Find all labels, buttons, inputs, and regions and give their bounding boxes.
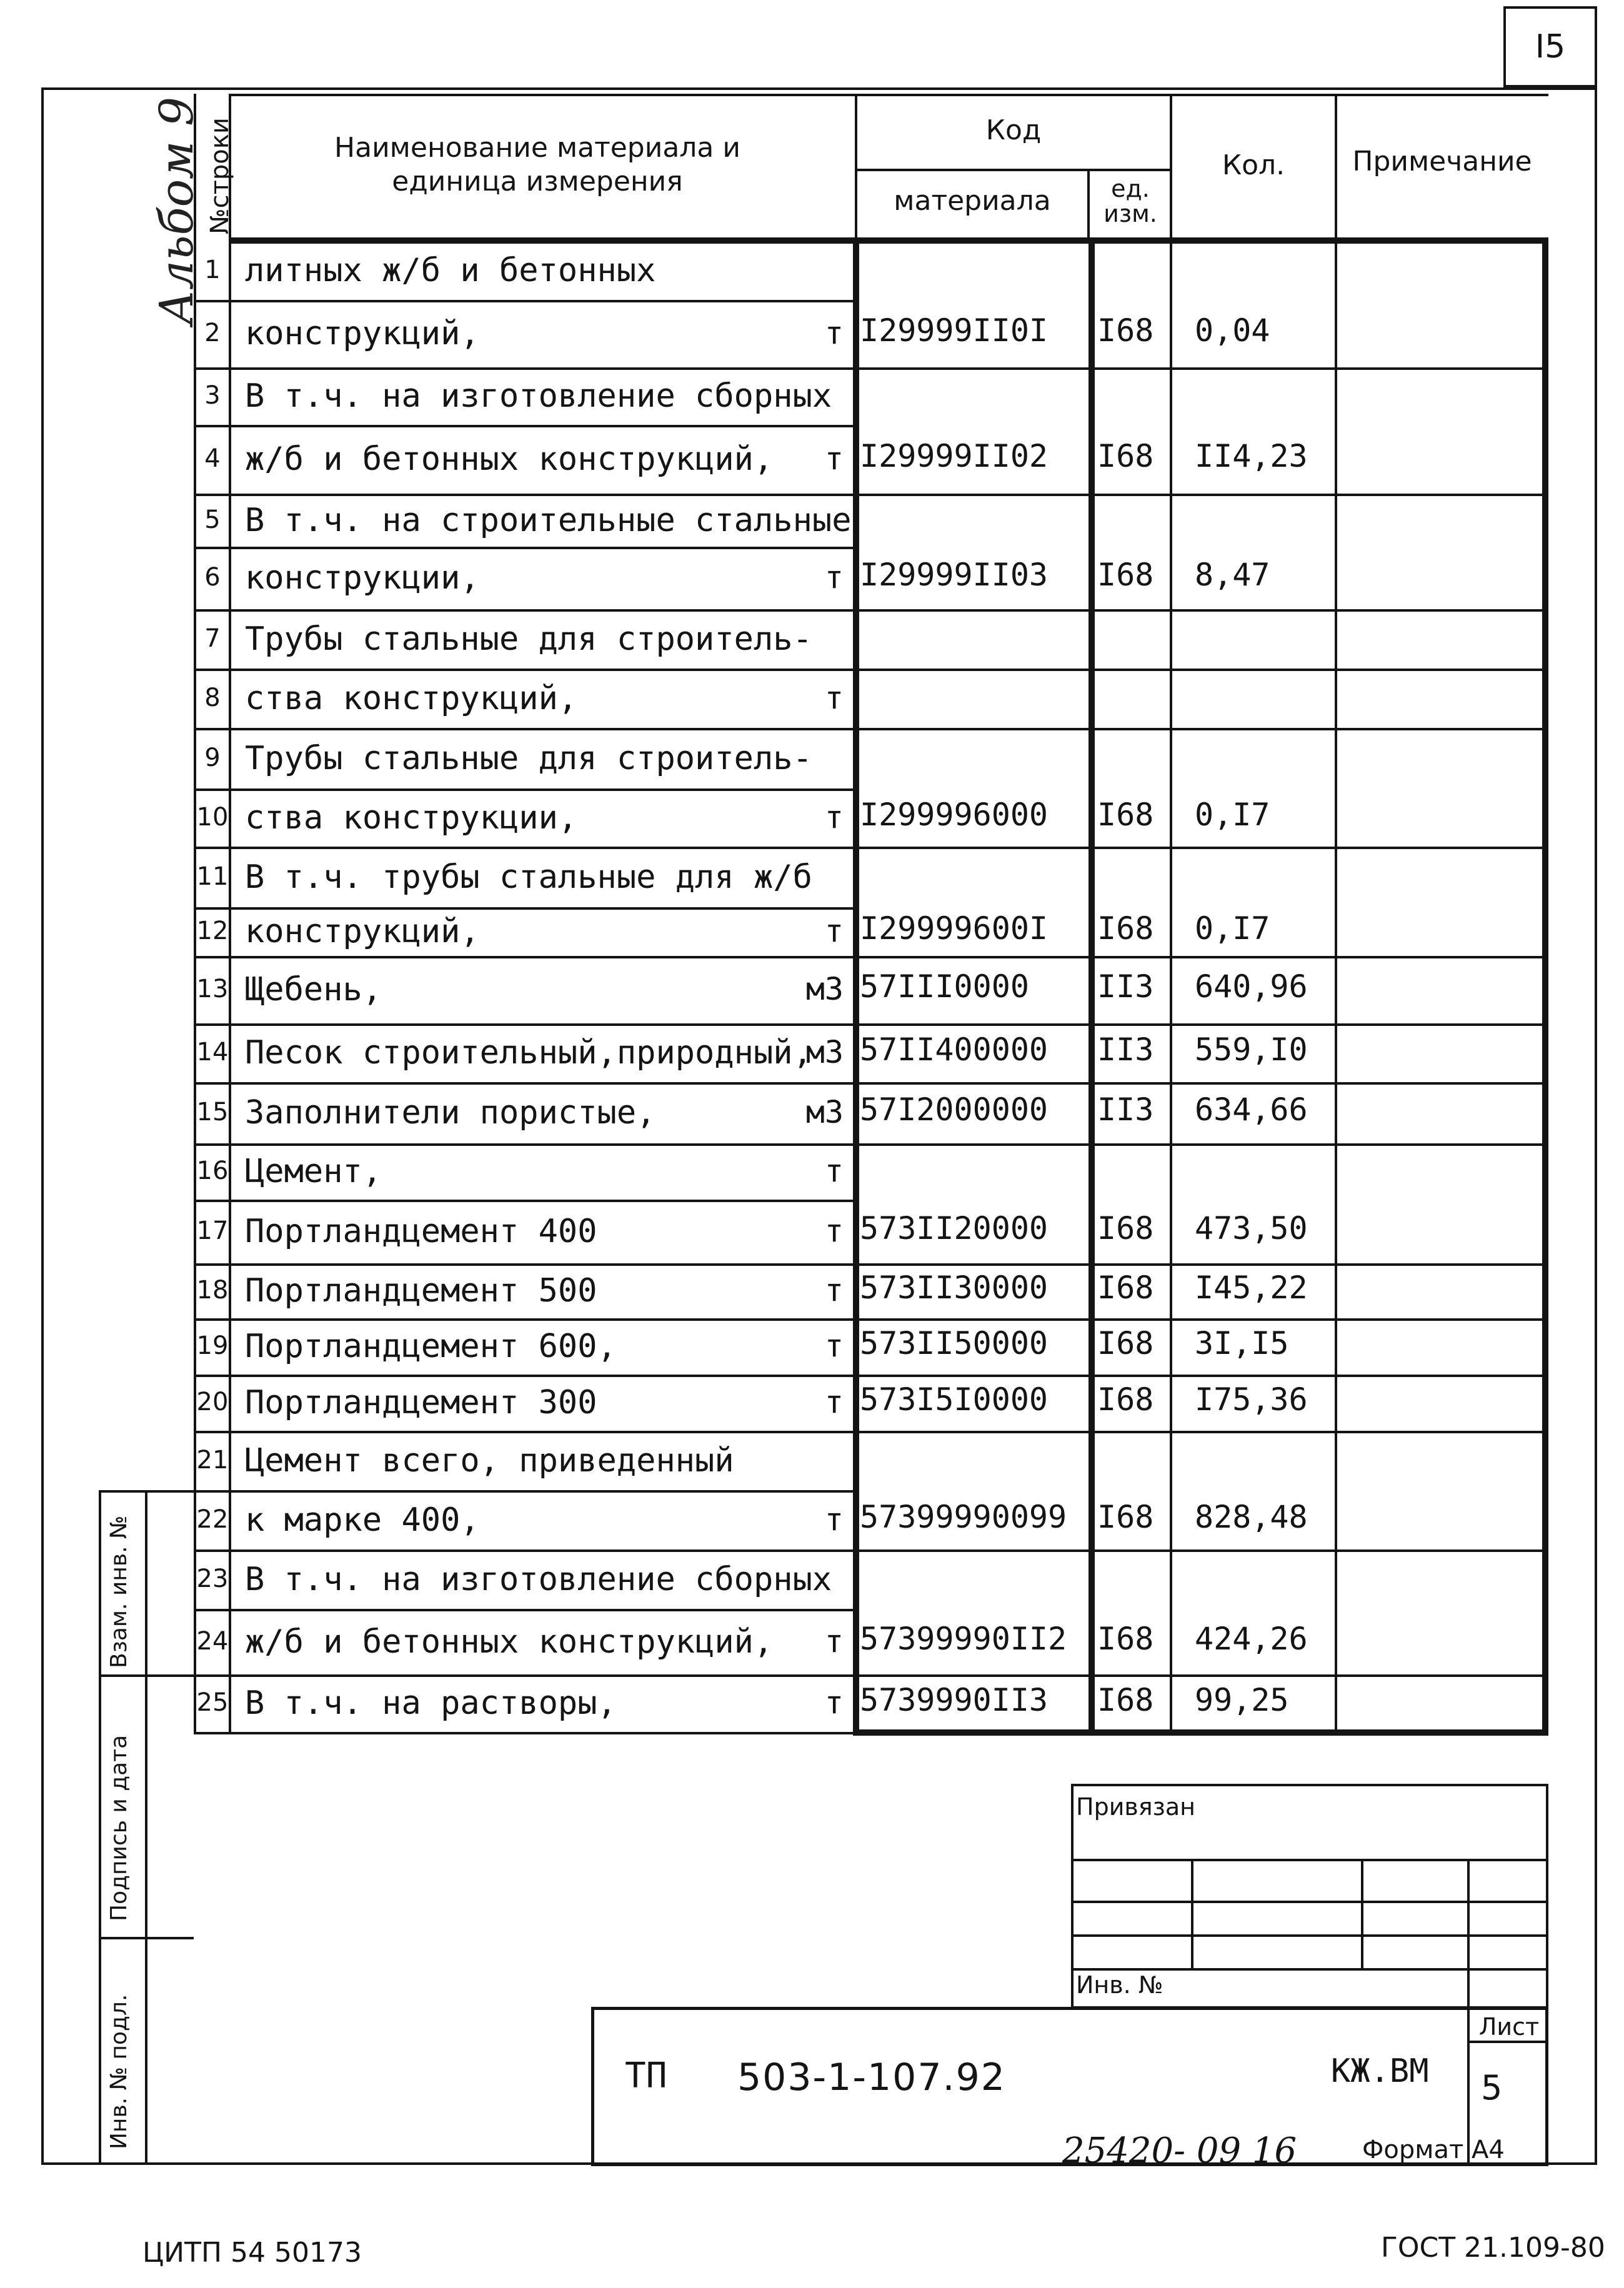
row-material-code: I29999II03 <box>860 557 1049 593</box>
row-material-code: 57III0000 <box>860 968 1029 1005</box>
row-name: конструкций, <box>245 315 480 352</box>
row-number: 14 <box>196 1038 229 1067</box>
row-number: 9 <box>204 743 221 772</box>
row-unit: м3 <box>805 971 844 1007</box>
row-material-code: 573I5I0000 <box>860 1381 1049 1418</box>
row-name: В т.ч. на изготовление сборных <box>245 377 832 415</box>
row-separator-right <box>856 494 1547 496</box>
row-unit-code: I68 <box>1097 1381 1154 1418</box>
row-unit-code: I68 <box>1097 1210 1154 1246</box>
row-quantity: 0,I7 <box>1195 796 1270 833</box>
row-name: Трубы стальные для строитель- <box>245 620 812 658</box>
row-separator-right <box>856 1431 1547 1433</box>
row-unit: т <box>824 913 844 949</box>
row-separator-right <box>856 956 1547 958</box>
row-separator <box>194 1375 856 1377</box>
row-name: В т.ч. на растворы, <box>245 1684 617 1722</box>
row-quantity: 828,48 <box>1195 1498 1308 1535</box>
row-material-code: 57399990099 <box>860 1498 1067 1535</box>
row-number: 1 <box>204 255 221 284</box>
row-name: ж/б и бетонных конструкций, <box>245 440 774 478</box>
row-unit: м3 <box>805 1094 844 1130</box>
row-unit-code: I68 <box>1097 910 1154 947</box>
row-unit: м3 <box>805 1034 844 1070</box>
row-separator <box>194 1431 856 1433</box>
header-note: Примечание <box>1352 146 1532 177</box>
row-quantity: 0,I7 <box>1195 910 1270 947</box>
row-separator <box>194 847 856 849</box>
row-separator <box>194 425 856 427</box>
row-name: Портландцемент 500 <box>245 1272 597 1310</box>
header-code-unit: ед. изм. <box>1103 175 1157 227</box>
row-number: 18 <box>196 1276 229 1305</box>
row-separator-right <box>856 1375 1547 1377</box>
row-separator-right <box>856 1023 1547 1026</box>
row-unit: т <box>824 1153 844 1189</box>
row-material-code: 57I2000000 <box>860 1092 1049 1128</box>
row-separator-right <box>856 367 1547 370</box>
row-name: В т.ч. трубы стальные для ж/б <box>245 858 812 896</box>
row-name: Портландцемент 400 <box>245 1213 597 1250</box>
row-unit: т <box>824 1684 844 1721</box>
row-name: Портландцемент 600, <box>245 1328 617 1365</box>
row-separator-right <box>856 669 1547 671</box>
row-material-code: 57399990II2 <box>860 1620 1067 1657</box>
row-material-code: I29999600I <box>860 910 1049 947</box>
row-quantity: 634,66 <box>1195 1092 1308 1128</box>
row-separator <box>194 1143 856 1146</box>
row-unit-code: I68 <box>1097 438 1154 474</box>
row-separator <box>194 609 856 612</box>
label-inv-podl: Инв. № подл. <box>106 1994 132 2149</box>
row-unit: т <box>824 559 844 595</box>
row-separator-right <box>856 1318 1547 1321</box>
row-unit: т <box>824 1384 844 1420</box>
header-code-material: материала <box>894 185 1051 217</box>
row-number: 17 <box>196 1216 229 1245</box>
stamp-project-code: 503-1-107.92 <box>737 2056 1006 2099</box>
row-number: 19 <box>196 1331 229 1360</box>
row-quantity: 3I,I5 <box>1195 1325 1289 1361</box>
row-separator-right <box>856 1674 1547 1677</box>
row-separator <box>194 1490 856 1493</box>
row-unit: т <box>824 1213 844 1249</box>
row-number: 11 <box>196 862 229 891</box>
row-material-code: 573II20000 <box>860 1210 1049 1246</box>
row-separator <box>194 788 856 791</box>
row-material-code: 573II50000 <box>860 1325 1049 1361</box>
row-separator <box>194 728 856 730</box>
row-unit-code: I68 <box>1097 557 1154 593</box>
row-name: В т.ч. на изготовление сборных <box>245 1560 832 1598</box>
handwritten-number: 25420- 09 16 <box>1062 2131 1297 2171</box>
row-number: 21 <box>196 1445 229 1475</box>
row-unit-code: I68 <box>1097 1498 1154 1535</box>
row-quantity: 473,50 <box>1195 1210 1308 1246</box>
row-separator <box>194 907 856 910</box>
row-quantity: 8,47 <box>1195 557 1270 593</box>
row-number: 12 <box>196 917 229 945</box>
stamp-inv-no: Инв. № <box>1076 1971 1163 1999</box>
album-label: Альбом 9 <box>150 96 204 325</box>
label-vzam-inv: Взам. инв. № <box>106 1515 132 1668</box>
row-name: Портландцемент 300 <box>245 1384 597 1421</box>
row-material-code: I29999II0I <box>860 312 1049 349</box>
row-separator <box>194 1082 856 1085</box>
row-quantity: 559,I0 <box>1195 1032 1308 1068</box>
row-separator-right <box>856 728 1547 730</box>
row-separator <box>194 300 856 302</box>
row-unit-code: II3 <box>1097 1032 1154 1068</box>
row-separator-right <box>856 847 1547 849</box>
stamp-sheet-label: Лист <box>1478 2013 1540 2041</box>
row-name: Заполнители пористые, <box>245 1094 656 1132</box>
row-name: Песок строительный,природный, <box>245 1034 812 1072</box>
row-unit: т <box>824 1272 844 1308</box>
row-unit-code: I68 <box>1097 312 1154 349</box>
row-number: 25 <box>196 1688 229 1717</box>
row-unit: т <box>824 798 844 835</box>
row-unit-code: II3 <box>1097 968 1154 1005</box>
row-name: ства конструкций, <box>245 679 578 717</box>
row-separator-right <box>856 609 1547 612</box>
row-name: конструкций, <box>245 913 480 950</box>
row-quantity: 99,25 <box>1195 1682 1289 1718</box>
row-unit: т <box>824 315 844 351</box>
row-number: 4 <box>204 444 221 473</box>
row-name: ства конструкции, <box>245 798 578 837</box>
row-separator <box>194 669 856 671</box>
row-separator <box>194 1549 856 1552</box>
header-name: Наименование материала и единица измерения <box>334 132 740 197</box>
row-number: 13 <box>196 975 229 1003</box>
row-unit: т <box>824 1501 844 1538</box>
row-separator-right <box>856 1549 1547 1552</box>
row-unit: т <box>824 440 844 477</box>
row-separator <box>194 547 856 549</box>
row-separator <box>194 1609 856 1611</box>
row-separator <box>194 956 856 958</box>
row-quantity: 640,96 <box>1195 968 1308 1005</box>
row-name: к марке 400, <box>245 1501 480 1539</box>
row-unit-code: II3 <box>1097 1092 1154 1128</box>
row-material-code: I29999II02 <box>860 438 1049 474</box>
row-material-code: 57II400000 <box>860 1032 1049 1068</box>
row-quantity: I75,36 <box>1195 1381 1308 1418</box>
label-podpis-data: Подпись и дата <box>106 1734 132 1921</box>
row-separator <box>194 1318 856 1321</box>
row-unit: т <box>824 1623 844 1659</box>
row-material-code: 573II30000 <box>860 1270 1049 1306</box>
row-name: литных ж/б и бетонных <box>245 251 656 289</box>
stamp-mark: КЖ.ВМ <box>1331 2052 1429 2090</box>
row-separator <box>194 1200 856 1202</box>
row-separator-right <box>856 1263 1547 1266</box>
row-separator-right <box>856 1143 1547 1146</box>
stamp-privyazan: Привязан <box>1076 1793 1195 1821</box>
row-unit-code: I68 <box>1097 796 1154 833</box>
row-separator <box>194 1263 856 1266</box>
row-number: 10 <box>196 802 229 832</box>
row-number: 23 <box>196 1564 229 1593</box>
header-qty: Кол. <box>1222 149 1285 181</box>
row-number: 22 <box>196 1505 229 1534</box>
row-name: Цемент, <box>245 1153 382 1190</box>
row-number: 7 <box>204 624 221 653</box>
row-name: ж/б и бетонных конструкций, <box>245 1623 774 1661</box>
row-number: 2 <box>204 319 221 347</box>
row-quantity: I45,22 <box>1195 1270 1308 1306</box>
row-unit-code: I68 <box>1097 1325 1154 1361</box>
row-number: 15 <box>196 1098 229 1127</box>
row-unit-code: I68 <box>1097 1620 1154 1657</box>
row-unit: т <box>824 679 844 716</box>
row-number: 6 <box>204 563 221 592</box>
row-quantity: II4,23 <box>1195 438 1308 474</box>
row-number: 8 <box>204 683 221 712</box>
row-name: Трубы стальные для строитель- <box>245 739 812 777</box>
header-code-group: Код <box>985 114 1042 146</box>
row-separator <box>194 494 856 496</box>
row-number: 3 <box>204 381 221 410</box>
row-quantity: 424,26 <box>1195 1620 1308 1657</box>
row-unit: т <box>824 1328 844 1364</box>
row-quantity: 0,04 <box>1195 312 1270 349</box>
row-material-code: I299996000 <box>860 796 1049 833</box>
page-number: I5 <box>1535 28 1566 66</box>
row-name: В т.ч. на строительные стальные <box>245 501 852 539</box>
row-number: 24 <box>196 1626 229 1656</box>
stamp-tp: ТП <box>625 2056 667 2096</box>
format-label: Формат А4 <box>1362 2136 1505 2164</box>
header-row-no: №строки <box>206 117 234 234</box>
footer-right: ГОСТ 21.109-80 <box>1381 2232 1605 2264</box>
row-name: Цемент всего, приведенный <box>245 1441 734 1480</box>
row-separator <box>194 367 856 370</box>
footer-left: ЦИТП 54 50173 <box>142 2237 362 2269</box>
row-number: 16 <box>196 1156 229 1185</box>
row-separator-right <box>856 1082 1547 1085</box>
row-unit-code: I68 <box>1097 1270 1154 1306</box>
row-material-code: 5739990II3 <box>860 1682 1049 1718</box>
row-number: 5 <box>204 505 221 534</box>
row-unit-code: I68 <box>1097 1682 1154 1718</box>
row-separator <box>194 1674 856 1677</box>
row-separator <box>194 1023 856 1026</box>
row-number: 20 <box>196 1388 229 1416</box>
row-name: Щебень, <box>245 971 382 1008</box>
stamp-sheet-number: 5 <box>1481 2068 1503 2107</box>
row-name: конструкции, <box>245 559 480 597</box>
